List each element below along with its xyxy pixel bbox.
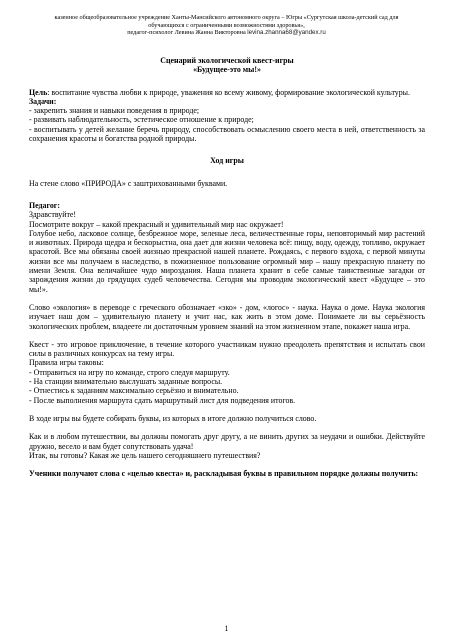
rules-heading: Правила игры таковы: — [29, 358, 104, 368]
list-item: - Отправиться на игру по команде, строго следуя маршруту. — [29, 367, 230, 377]
section-title: Ход игры — [210, 156, 244, 166]
list-item: - развивать наблюдательность, эстетическое отношение к природе; — [29, 115, 254, 125]
teacher-heading: Педагог: — [29, 200, 61, 210]
ready-line: Итак, вы готовы? Какая же цель нашего сегодняшнего путешествия? — [29, 450, 261, 460]
header-email-link[interactable]: levina.zhanna68@yandex.ru — [247, 29, 326, 37]
page-number: 1 — [224, 624, 229, 633]
intro-paragraph: На стене слово «ПРИРОДА» с заштрихованными буквами. — [29, 178, 228, 188]
document-body — [29, 56, 425, 478]
tasks-list — [29, 106, 425, 143]
list-item: - закрепить знания и навыки поведения в природе; — [29, 106, 200, 116]
header-author: педагог-психолог Левина Жанна Викторовна — [127, 29, 246, 37]
document-title: Сценарий экологической квест-игры — [160, 56, 294, 65]
letters-paragraph: В ходе игры вы будете собирать буквы, из которых в итоге должно получиться слово. — [29, 413, 317, 423]
teacher-label: Педагог — [29, 200, 58, 210]
final-instruction: Ученики получают слова с «целью квеста» и, раскладывая буквы в правильном порядке должны получить: — [29, 469, 419, 479]
list-item: - После выполнения маршрута сдать маршрутный лист для подведения итогов. — [29, 395, 296, 405]
teacher-paragraph: Голубое небо, ласковое солнце, безбрежное море, зеленые леса, величественные горы, неповторимый мир растений и животных. Природа щедра и бескорыстна, она дает для жизни человека всё: пищу, воду, одежду, топливо, окружает красотой. Все мы обязаны своей жизнью прекрасной нашей планете. Рождаясь, с первого вздоха, с первой минуты жизни все мы получаем в наследство, в пожизненное пользование огромный мир – нашу прекрасную планету по имени Земля. Она величайшее чудо мироздания. Наша планета хранит в себе самые таинственные загадки от зарождения жизни до грядущих судеб человечества. Сегодня мы проводим экологический квест «Будущее – это мы!». — [29, 228, 425, 294]
goal-paragraph — [29, 88, 425, 97]
teacher-greeting: Здравствуйте! — [29, 210, 77, 220]
list-item: - Отнестись к заданиям максимально серьёзно и внимательно. — [29, 386, 239, 396]
header-line-institution: казенное общеобразовательное учреждение Ханты-Мансийского автономного округа – Югры «Сургутская школа-детский сад для — [54, 14, 399, 21]
rules-list — [29, 368, 425, 405]
goal-label: Цель — [29, 87, 48, 97]
tasks-label: Задачи — [29, 96, 54, 106]
document-subtitle: «Будущее-это мы!» — [193, 65, 261, 75]
header-line-author — [30, 29, 423, 37]
list-item: - воспитывать у детей желание беречь природу, способствовать осмыслению своего места в ней, ответственность за сохранения красоты и богатства родной природы. — [29, 124, 425, 144]
document-header — [30, 14, 423, 37]
header-line-institution-cont: обучающихся с ограниченными возможностями здоровья», — [148, 21, 305, 29]
list-item: - На станции внимательно выслушать заданные вопросы. — [29, 377, 223, 387]
teacher-line: Посмотрите вокруг – какой прекрасный и удивительный мир нас окружает! — [29, 219, 284, 229]
goal-text: : воспитание чувства любви к природе, уважения ко всему живому, формирование экологической культуры. — [47, 87, 410, 97]
quest-paragraph: Квест - это игровое приключение, в течение которого участникам нужно преодолеть препятствия и испытать свои силы в различных конкурсах на тему игры. — [29, 339, 425, 359]
tasks-heading: Задачи: — [29, 96, 57, 106]
ecology-paragraph: Слово «экология» в переводе с греческого обозначает «эко» - дом, «логос» - наука. Наука о доме. Наука экология изучает наш дом – удивительную планету и учит нас, как жить в этом доме. Понимаете ли вы серьёзность экологических проблем, владеете ли достаточным уровнем знаний на этом жизненном этапе, покажет наша игра. — [29, 302, 425, 331]
journey-paragraph: Как и в любом путешествии, вы должны помогать друг другу, а не винить других за неудачи и ошибки. Действуйте дружно, весело и вам будет сопутствовать удача! — [29, 432, 425, 451]
